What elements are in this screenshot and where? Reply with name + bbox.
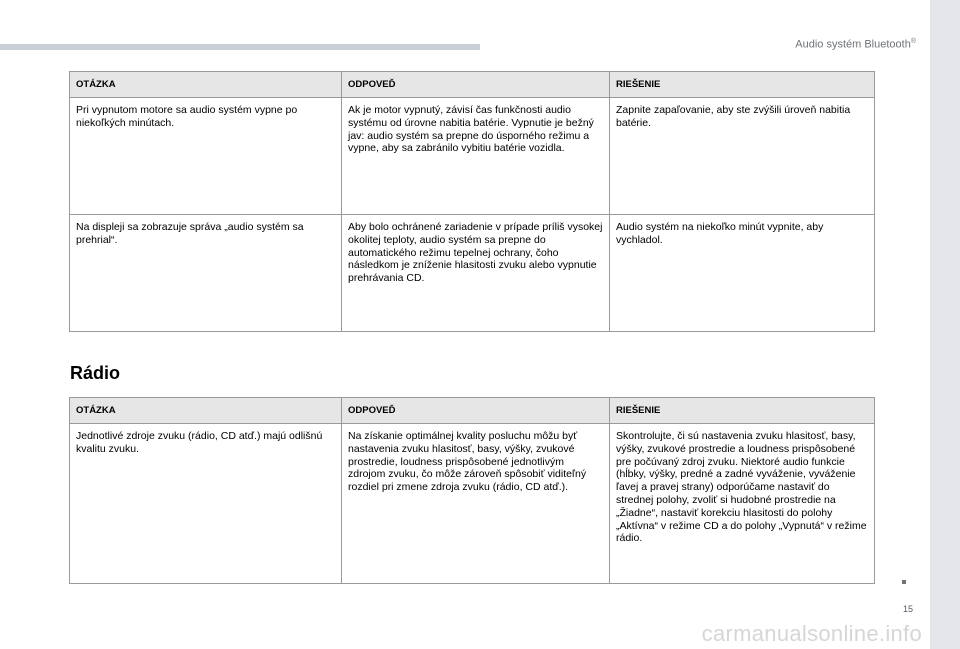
table-header-row — [70, 398, 875, 424]
table-row — [70, 424, 875, 584]
question-cell: Jednotlivé zdroje zvuku (rádio, CD atď.) majú odlišnú kvalitu zvuku. — [70, 424, 342, 584]
column-header-question: OTÁZKA — [70, 72, 342, 98]
troubleshooting-table — [69, 71, 875, 332]
table-row — [70, 215, 875, 332]
column-header-solution: RIEŠENIE — [610, 72, 875, 98]
radio-heading: Rádio — [70, 363, 121, 383]
header-rule — [0, 44, 480, 50]
side-tab — [930, 0, 960, 649]
answer-cell: Na získanie optimálnej kvality posluchu môžu byť nastavenia zvuku hlasitosť, basy, výšky, zvukové prostredie, loudness prispôsobené jednotlivým zdrojom zvuku, čo môže zároveň spôsobiť viditeľný rozdiel pri zmene zdroja zvuku (rádio, CD atď.). — [342, 424, 610, 584]
registered-mark: ® — [910, 38, 916, 45]
column-header-question: OTÁZKA — [70, 398, 342, 424]
table-row — [70, 98, 875, 215]
page-marker-dot — [902, 580, 906, 584]
column-header-answer: ODPOVEĎ — [342, 72, 610, 98]
question-cell: Na displeji sa zobrazuje správa „audio systém sa prehrial“. — [70, 215, 342, 332]
watermark: carmanualsonline.info — [701, 621, 922, 646]
answer-cell: Aby bolo ochránené zariadenie v prípade príliš vysokej okolitej teploty, audio systém sa prepne do automatického režimu tepelnej ochrany, čoho následkom je zníženie hlasitosti zvuku alebo vypnutie prehrávania CD. — [342, 215, 610, 332]
question-cell: Pri vypnutom motore sa audio systém vypne po niekoľkých minútach. — [70, 98, 342, 215]
section-title — [795, 38, 916, 51]
column-header-solution: RIEŠENIE — [610, 398, 875, 424]
solution-cell: Audio systém na niekoľko minút vypnite, aby vychladol. — [610, 215, 875, 332]
table-header-row — [70, 72, 875, 98]
section-title-text: Audio systém Bluetooth — [795, 38, 911, 51]
solution-cell: Zapnite zapaľovanie, aby ste zvýšili úroveň nabitia batérie. — [610, 98, 875, 215]
solution-cell: Skontrolujte, či sú nastavenia zvuku hlasitosť, basy, výšky, zvukové prostredie a loudness prispôsobené pre počúvaný zdroj zvuku. Niektoré audio funkcie (hĺbky, výšky, predné a zadné vyváženie, vyváženie ľavej a pravej strany) odporúčame nastaviť do strednej polohy, zvoliť si hudobné prostredie na „Žiadne“, nastaviť korekciu hlasitosti do polohy „Aktívna“ v režime CD a do polohy „Vypnutá“ v režime rádio. — [610, 424, 875, 584]
page-number: 15 — [903, 604, 914, 614]
radio-table — [69, 397, 875, 584]
answer-cell: Ak je motor vypnutý, závisí čas funkčnosti audio systému od úrovne nabitia batérie. Vypnutie je bežný jav: audio systém sa prepne do úsporného režimu a vypne, aby sa zabránilo vybitiu batérie vozidla. — [342, 98, 610, 215]
column-header-answer: ODPOVEĎ — [342, 398, 610, 424]
